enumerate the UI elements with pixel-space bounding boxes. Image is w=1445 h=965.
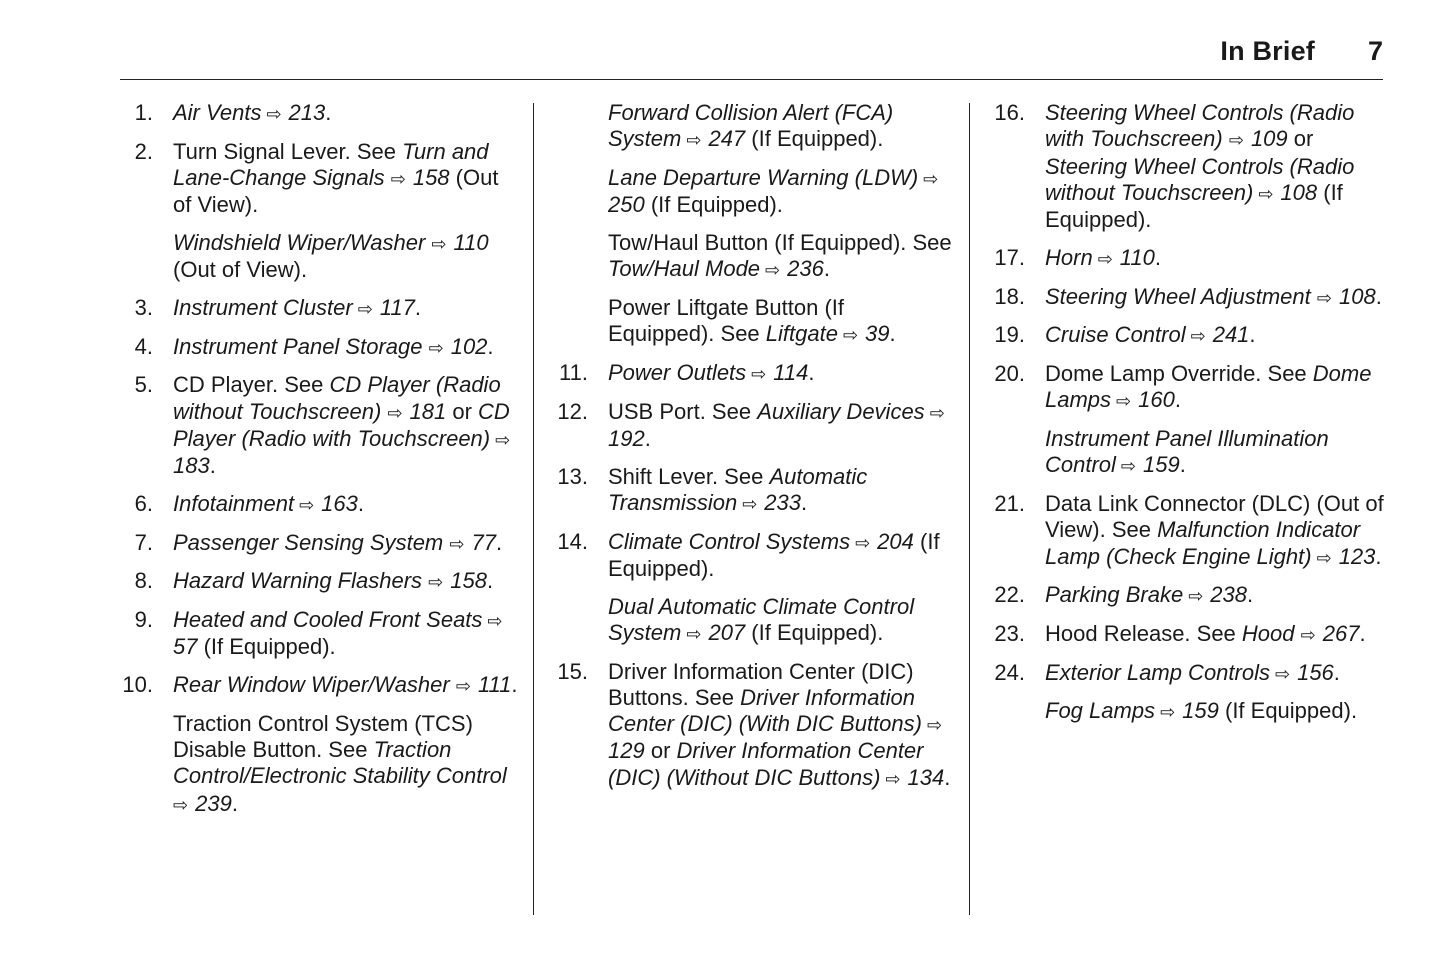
page-reference-arrow-icon: ⇨ <box>921 715 943 736</box>
column-right <box>992 100 1392 737</box>
page-reference-arrow-icon: ⇨ <box>482 610 503 631</box>
cross-reference-text: 160 <box>1138 387 1175 413</box>
item-text: (If Equipped). <box>608 528 940 581</box>
page-reference-arrow-icon: ⇨ <box>924 402 945 423</box>
section-title: In Brief <box>1220 36 1315 66</box>
item-text: . <box>1154 244 1161 270</box>
page-reference-arrow-icon: ⇨ <box>918 168 939 189</box>
page-reference-arrow-icon: ⇨ <box>850 532 876 553</box>
cross-reference-text: 158 <box>412 164 450 190</box>
cross-reference-text: 233 <box>764 489 801 515</box>
cross-reference-text: Heated and Cooled Front Seats <box>173 606 483 632</box>
cross-reference-text: Hood <box>1241 620 1295 646</box>
cross-reference-text: 57 <box>173 634 198 660</box>
cross-reference-text: 108 <box>1280 179 1318 205</box>
item-text: or <box>1287 126 1314 152</box>
cross-reference-text: Automatic Transmission <box>608 463 868 515</box>
item-number: 13. <box>557 463 588 489</box>
item-number: 3. <box>134 294 153 320</box>
column-divider <box>533 103 534 915</box>
item-text: . <box>1247 582 1254 608</box>
cross-reference-text: Steering Wheel Adjustment <box>1045 283 1311 309</box>
item-text: . <box>1375 543 1382 569</box>
cross-reference-text: 117 <box>379 294 415 320</box>
item-number: 17. <box>994 244 1025 270</box>
page-reference-arrow-icon: ⇨ <box>294 494 320 515</box>
item-number: 15. <box>557 658 588 684</box>
cross-reference-text: Dome Lamps <box>1045 360 1372 413</box>
item-number: 24. <box>994 659 1025 685</box>
legend-item <box>992 491 1392 571</box>
legend-item <box>555 659 955 792</box>
item-number: 14. <box>557 528 588 554</box>
item-text: (If Equipped). <box>745 619 884 645</box>
item-number: 18. <box>994 283 1025 309</box>
item-text: (Out of View). <box>173 164 499 218</box>
cross-reference-text: Auxiliary Devices <box>757 398 925 424</box>
column-middle <box>555 100 955 803</box>
item-text: or <box>446 398 479 424</box>
cross-reference-text: 213 <box>288 100 326 125</box>
cross-reference-text: Climate Control Systems <box>608 528 851 554</box>
cross-reference-text: Lane Departure Warning (LDW) <box>608 164 919 190</box>
cross-reference-text: 163 <box>321 490 358 516</box>
cross-reference-text: 207 <box>708 619 746 645</box>
item-text: . <box>325 100 332 125</box>
item-text: . <box>357 490 365 516</box>
legend-item <box>992 660 1392 687</box>
page-reference-arrow-icon: ⇨ <box>455 675 476 696</box>
page-reference-arrow-icon: ⇨ <box>387 402 408 423</box>
item-text: . <box>808 359 815 385</box>
page-reference-arrow-icon: ⇨ <box>1183 586 1209 607</box>
item-text: (If Equipped). <box>197 634 336 660</box>
item-number: 6. <box>134 490 153 516</box>
cross-reference-text: 159 <box>1143 452 1180 478</box>
cross-reference-text: 114 <box>773 359 809 385</box>
item-number: 20. <box>994 360 1025 386</box>
item-number: 19. <box>994 322 1025 348</box>
cross-reference-text: 239 <box>195 790 232 816</box>
item-number: 2. <box>134 138 153 164</box>
page-reference-arrow-icon: ⇨ <box>746 363 772 384</box>
legend-item <box>120 568 520 595</box>
cross-reference-text: Instrument Panel Illumination Control <box>1045 425 1329 478</box>
cross-reference-text: Cruise Control <box>1045 322 1186 348</box>
cross-reference-text: 129 <box>608 738 645 764</box>
item-text: . <box>801 489 808 515</box>
cross-reference-text: Instrument Panel Storage <box>173 333 423 359</box>
item-text: Traction Control System (TCS) Disable Button. See <box>173 710 473 762</box>
item-number: 12. <box>557 398 588 424</box>
page-reference-arrow-icon: ⇨ <box>449 533 470 554</box>
item-text: . <box>1375 283 1382 309</box>
legend-item <box>120 672 520 699</box>
item-text: USB Port. See <box>608 398 758 424</box>
cross-reference-text: 156 <box>1297 659 1334 685</box>
legend-subitem <box>555 100 955 154</box>
item-text: . <box>231 790 238 816</box>
page-reference-arrow-icon: ⇨ <box>1269 663 1296 684</box>
item-text: Shift Lever. See <box>608 463 770 489</box>
legend-item <box>555 464 955 518</box>
cross-reference-text: Driver Information Center (DIC) (With DIC Buttons) <box>608 684 922 737</box>
cross-reference-text: Infotainment <box>173 490 295 516</box>
cross-reference-text: Driver Information Center (DIC) (Without DIC Buttons) <box>608 738 924 790</box>
page-reference-arrow-icon: ⇨ <box>737 493 763 514</box>
item-text: (If Equipped). <box>1045 179 1343 233</box>
item-text: (If Equipped). <box>745 126 884 152</box>
cross-reference-text: 204 <box>877 528 914 554</box>
legend-item <box>555 399 955 453</box>
item-text: (If Equipped). <box>1218 698 1358 724</box>
legend-subitem <box>120 230 520 284</box>
item-text <box>422 334 428 359</box>
cross-reference-text: 134 <box>907 764 945 790</box>
legend-item <box>120 295 520 322</box>
cross-reference-text: Passenger Sensing System <box>173 529 444 555</box>
cross-reference-text: Turn and Lane-Change Signals <box>173 138 489 190</box>
page-reference-arrow-icon: ⇨ <box>1185 326 1211 347</box>
item-text: . <box>487 333 494 359</box>
item-text <box>1311 284 1317 309</box>
cross-reference-text: Dual Automatic Climate Control System <box>608 593 915 645</box>
item-text: . <box>511 671 518 697</box>
legend-subitem <box>555 165 955 219</box>
column-divider <box>969 103 970 915</box>
item-text: . <box>644 425 651 451</box>
item-text: . <box>1179 452 1186 478</box>
cross-reference-text: 158 <box>450 568 487 594</box>
cross-reference-text: 241 <box>1212 322 1250 348</box>
cross-reference-text: 77 <box>471 529 496 555</box>
item-text: . <box>414 294 422 320</box>
page-reference-arrow-icon: ⇨ <box>1316 287 1337 308</box>
item-number: 7. <box>134 529 153 555</box>
page-reference-arrow-icon: ⇨ <box>490 429 511 450</box>
item-text: or <box>644 738 677 764</box>
cross-reference-text: 159 <box>1182 698 1219 724</box>
legend-item <box>992 100 1392 233</box>
page-reference-arrow-icon: ⇨ <box>352 298 378 319</box>
cross-reference-text: Traction Control/Electronic Stability Control <box>173 736 507 789</box>
page-reference-arrow-icon: ⇨ <box>261 104 287 124</box>
item-text <box>385 165 391 190</box>
item-text: CD Player. See <box>173 372 330 398</box>
cross-reference-text: 236 <box>787 256 824 282</box>
item-number: 4. <box>134 333 153 359</box>
legend-item <box>992 582 1392 609</box>
item-text: . <box>495 529 503 555</box>
page-reference-arrow-icon: ⇨ <box>837 325 864 346</box>
legend-item <box>992 621 1392 648</box>
cross-reference-text: Tow/Haul Mode <box>608 256 761 282</box>
item-text: Hood Release. See <box>1045 620 1242 646</box>
legend-item <box>555 360 955 387</box>
legend-item <box>992 245 1392 272</box>
legend-item <box>992 322 1392 349</box>
legend-subitem <box>555 295 955 349</box>
cross-reference-text: 110 <box>1119 244 1155 270</box>
item-number: 1. <box>134 100 153 125</box>
legend-item <box>120 100 520 127</box>
item-text: . <box>944 764 951 790</box>
item-number: 16. <box>994 100 1025 125</box>
cross-reference-text: CD Player (Radio with Touchscreen) <box>173 398 510 451</box>
page-reference-arrow-icon: ⇨ <box>681 130 707 151</box>
item-number: 10. <box>122 671 153 697</box>
cross-reference-text: Malfunction Indicator Lamp (Check Engine Light) <box>1045 517 1361 569</box>
legend-subitem <box>992 426 1392 480</box>
cross-reference-text: Hazard Warning Flashers <box>173 568 423 594</box>
cross-reference-text: 108 <box>1338 283 1376 309</box>
legend-subitem <box>992 698 1392 725</box>
item-text <box>450 672 456 697</box>
cross-reference-text: Instrument Cluster <box>173 294 353 320</box>
page-reference-arrow-icon: ⇨ <box>431 233 452 254</box>
legend-item <box>120 530 520 557</box>
item-text: . <box>486 568 494 594</box>
item-text: . <box>1174 387 1181 413</box>
page-reference-arrow-icon: ⇨ <box>428 337 449 358</box>
cross-reference-text: Air Vents <box>173 100 262 125</box>
cross-reference-text: Liftgate <box>765 321 838 347</box>
legend-item <box>120 491 520 518</box>
item-text: Tow/Haul Button (If Equipped). See <box>608 229 952 255</box>
cross-reference-text: Steering Wheel Controls (Radio with Touchscreen) <box>1045 100 1355 152</box>
legend-subitem <box>555 230 955 284</box>
page-reference-arrow-icon: ⇨ <box>681 623 707 644</box>
cross-reference-text: CD Player (Radio without Touchscreen) <box>173 372 501 424</box>
cross-reference-text: 183 <box>173 453 210 479</box>
cross-reference-text: 110 <box>453 229 489 255</box>
legend-item <box>992 284 1392 311</box>
item-text: (Out of View). <box>173 257 308 283</box>
item-number: 5. <box>134 372 153 398</box>
cross-reference-text: Steering Wheel Controls (Radio without Touchscreen) <box>1045 153 1355 205</box>
page-reference-arrow-icon: ⇨ <box>1155 702 1181 723</box>
legend-item <box>120 334 520 361</box>
page-reference-arrow-icon: ⇨ <box>1311 547 1337 568</box>
cross-reference-text: 123 <box>1338 543 1376 569</box>
page-reference-arrow-icon: ⇨ <box>1300 624 1321 645</box>
item-number: 8. <box>134 568 153 594</box>
page-reference-arrow-icon: ⇨ <box>1228 130 1249 151</box>
cross-reference-text: Exterior Lamp Controls <box>1045 659 1270 685</box>
cross-reference-text: 250 <box>608 192 645 218</box>
cross-reference-text: Horn <box>1045 244 1093 270</box>
cross-reference-text: 181 <box>409 398 447 424</box>
item-text: . <box>1333 659 1340 685</box>
legend-item <box>555 529 955 583</box>
item-number: 21. <box>994 490 1025 516</box>
page-reference-arrow-icon: ⇨ <box>428 572 449 593</box>
item-text: (If Equipped). <box>644 192 783 218</box>
cross-reference-text: Fog Lamps <box>1045 698 1156 724</box>
page-number: 7 <box>1367 36 1383 66</box>
page-header <box>120 28 1383 80</box>
cross-reference-text: 247 <box>708 126 746 152</box>
page-reference-arrow-icon: ⇨ <box>1253 183 1279 204</box>
item-text: Driver Information Center (DIC) Buttons. See <box>608 658 914 710</box>
item-number: 23. <box>994 620 1025 646</box>
cross-reference-text: Power Outlets <box>608 359 747 385</box>
cross-reference-text: 109 <box>1250 126 1288 152</box>
page-reference-arrow-icon: ⇨ <box>760 260 786 281</box>
page-reference-arrow-icon: ⇨ <box>1092 248 1118 269</box>
cross-reference-text: Parking Brake <box>1045 582 1184 608</box>
cross-reference-text: 238 <box>1210 582 1247 608</box>
item-text: . <box>823 256 830 282</box>
cross-reference-text: 39 <box>865 321 890 347</box>
cross-reference-text: Rear Window Wiper/Washer <box>173 671 450 697</box>
legend-item <box>120 139 520 219</box>
cross-reference-text: 111 <box>477 671 512 697</box>
cross-reference-text: 192 <box>608 425 645 451</box>
item-text: Turn Signal Lever. See <box>173 138 403 164</box>
column-left <box>120 100 520 829</box>
cross-reference-text: 267 <box>1322 620 1360 646</box>
cross-reference-text: Windshield Wiper/Washer <box>173 229 426 255</box>
legend-item <box>120 372 520 479</box>
cross-reference-text: Forward Collision Alert (FCA) System <box>608 100 894 152</box>
legend-item <box>120 607 520 661</box>
item-text: . <box>1359 620 1366 646</box>
item-text <box>1295 621 1301 646</box>
item-text: . <box>1249 322 1256 348</box>
item-text: . <box>889 321 896 347</box>
page-reference-arrow-icon: ⇨ <box>173 794 194 815</box>
item-text: . <box>209 453 216 479</box>
page-reference-arrow-icon: ⇨ <box>1115 456 1142 477</box>
cross-reference-text: 102 <box>450 333 488 359</box>
page-reference-arrow-icon: ⇨ <box>1111 391 1137 412</box>
item-number: 9. <box>134 606 153 632</box>
legend-subitem <box>555 594 955 648</box>
item-text <box>1223 126 1229 151</box>
item-text: Power Liftgate Button (If Equipped). See <box>608 294 845 347</box>
page-reference-arrow-icon: ⇨ <box>390 168 411 189</box>
item-text: Dome Lamp Override. See <box>1045 360 1313 386</box>
legend-subitem <box>120 711 520 818</box>
item-number: 11. <box>559 359 588 385</box>
page-reference-arrow-icon: ⇨ <box>880 768 906 789</box>
legend-item <box>992 361 1392 415</box>
item-number: 22. <box>994 582 1025 608</box>
item-text: Data Link Connector (DLC) (Out of View). See <box>1045 490 1384 543</box>
